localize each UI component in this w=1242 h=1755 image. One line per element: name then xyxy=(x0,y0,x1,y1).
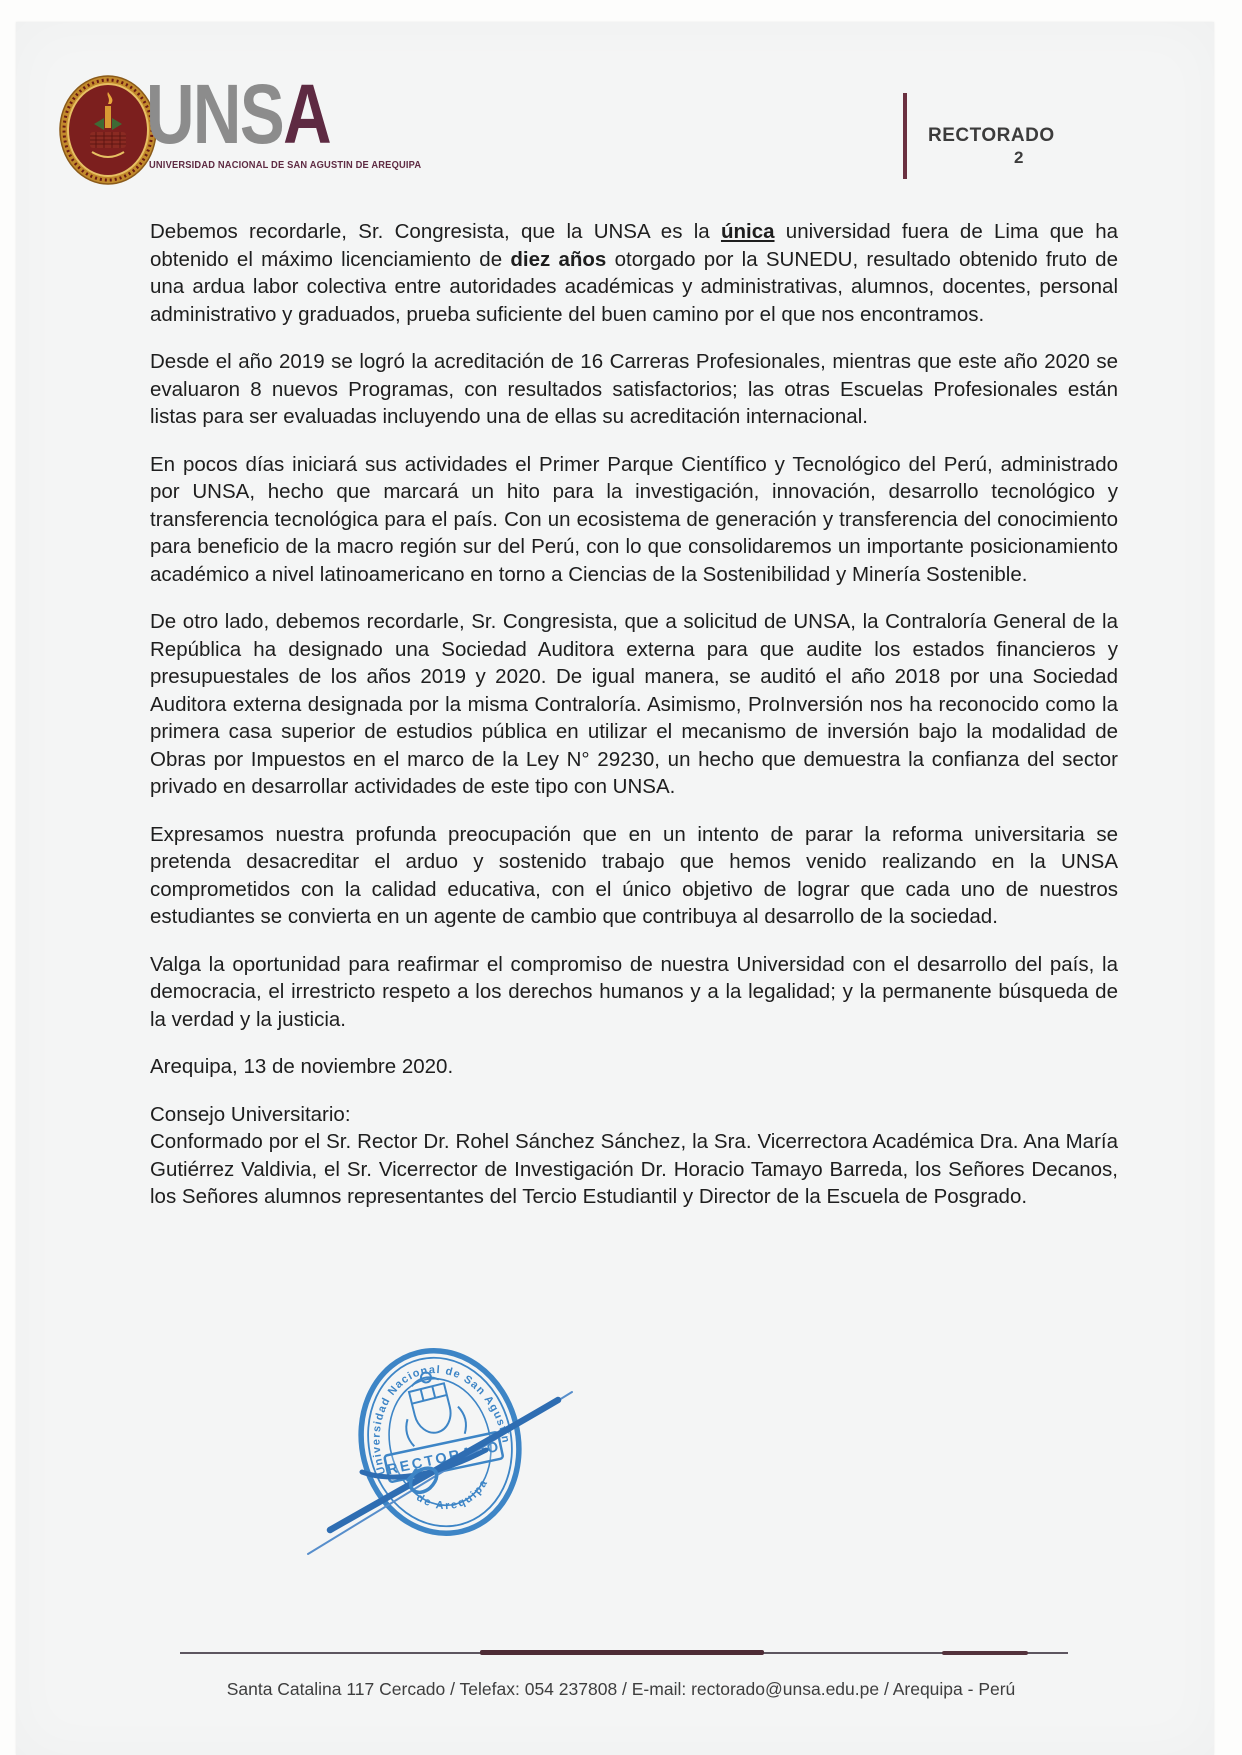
letter-body xyxy=(150,218,1118,1231)
stamp-banner-text: RECTORADO xyxy=(385,1438,503,1479)
university-name-caption: UNIVERSIDAD NACIONAL DE SAN AGUSTIN DE AREQUIPA xyxy=(149,160,422,171)
p1-emphasis-unica: única xyxy=(720,220,775,243)
stamp-ring-text: Universidad Nacional de San Agustín xyxy=(370,1363,512,1477)
paragraph-2: Desde el año 2019 se logró la acreditación de 16 Carreras Profesionales, mientras que este año 2020 se evaluaron 8 nuevos Programas, con resultados satisfactorios; las otras Escuelas Profesionales están listas para ser evaluadas incluyendo una de ellas su acreditación internacional. xyxy=(150,350,1118,428)
paragraph-1 xyxy=(150,218,1118,328)
footer-rule-thick-segment xyxy=(480,1650,764,1655)
paragraph-4: De otro lado, debemos recordarle, Sr. Congresista, que a solicitud de UNSA, la Contraloría General de la República ha designado una Sociedad Auditora externa para que audite los estados financieros y presupuestales de los años 2019 y 2020. De igual manera, se auditó el año 2018 por una Sociedad Auditora externa designada por la misma Contraloría. Asimismo, ProInversión nos ha reconocido como la primera casa superior de estudios pública en utilizar el mecanismo de inversión bajo la modalidad de Obras por Impuestos en el marco de la Ley N° 29230, un hecho que demuestra la confianza del sector privado en desarrollar actividades de este tipo con UNSA. xyxy=(150,610,1118,798)
unsa-wordmark xyxy=(146,67,331,161)
rectorado-stamp xyxy=(290,1322,590,1587)
p1-post: otorgado por la SUNEDU, resultado obtenido fruto de una ardua labor colectiva entre autoridades académicas y administrativas, alumnos, docentes, personal administrativo y graduados, prueba suficiente del buen camino por el que nos encontramos. xyxy=(150,247,1118,326)
wordmark-a: A xyxy=(283,67,331,161)
vertical-divider xyxy=(903,93,907,179)
paragraph-5: Expresamos nuestra profunda preocupación que en un intento de parar la reforma universitaria se pretenda desacreditar el arduo y sostenido trabajo que hemos venido realizando en la UNSA comprometidos con la calidad educativa, con el único objetivo de lograr que cada uno de nuestros estudiantes se convierta en un agente de cambio que contribuya al desarrollo de la sociedad. xyxy=(150,822,1118,928)
consejo-heading: Consejo Universitario: xyxy=(150,1102,351,1126)
page-number: 2 xyxy=(1014,148,1024,167)
consejo-body: Conformado por el Sr. Rector Dr. Rohel Sánchez Sánchez, la Sra. Vicerrectora Académica Dra. Ana María Gutiérrez Valdivia, el Sr. Vicerrector de Investigación Dr. Horacio Tamayo Barreda, los Señores Decanos, los Señores alumnos representantes del Tercio Estudiantil y Director de la Escuela de Posgrado. xyxy=(150,1130,1118,1208)
unsa-emblem-icon xyxy=(58,74,158,191)
p1-mid: universidad fuera de Lima que ha obtenido el máximo licenciamiento de xyxy=(150,220,1118,271)
dateline: Arequipa, 13 de noviembre 2020. xyxy=(150,1055,454,1078)
wordmark-uns: UNS xyxy=(146,67,284,161)
footer-rule-thick-segment-2 xyxy=(942,1651,1028,1655)
consejo-block xyxy=(150,1101,1118,1211)
p1-emphasis-diez-anos: diez años xyxy=(510,247,607,271)
signature-stroke xyxy=(308,1392,572,1554)
paragraph-3: En pocos días iniciará sus actividades el Primer Parque Científico y Tecnológico del Perú, administrado por UNSA, hecho que marcará un hito para la investigación, innovación, desarrollo tecnológico y transferencia tecnológica para el país. Con un ecosistema de generación y transferencia del conocimiento para beneficio de la macro región sur del Perú, con lo que consolidaremos un importante posicionamiento académico a nivel latinoamericano en torno a Ciencias de la Sostenibilidad y Minería Sostenible. xyxy=(150,452,1118,586)
footer-contact-line: Santa Catalina 117 Cercado / Telefax: 054 237808 / E-mail: rectorado@unsa.edu.pe / Arequipa - Perú xyxy=(226,1679,1016,1699)
paragraph-6: Valga la oportunidad para reafirmar el compromiso de nuestra Universidad con el desarrollo del país, la democracia, el irrestricto respeto a los derechos humanos y a la legalidad; y la permanente búsqueda de la verdad y la justicia. xyxy=(150,952,1118,1031)
office-title: RECTORADO xyxy=(928,125,1055,146)
p1-pre: Debemos recordarle, Sr. Congresista, que la UNSA es la xyxy=(150,220,721,243)
stamp-ring-text-bottom: de Arequipa xyxy=(414,1476,491,1513)
